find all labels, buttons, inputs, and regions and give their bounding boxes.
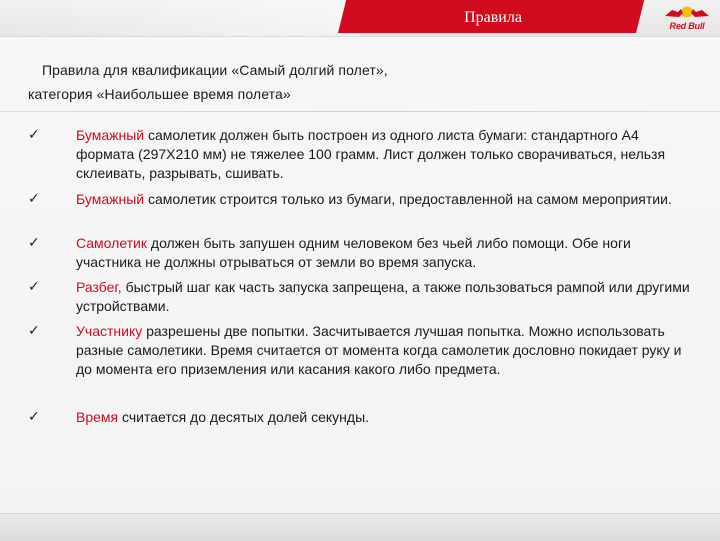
rule-text xyxy=(76,234,694,272)
rule-body: должен быть запушен одним человеком без чьей либо помощи. Обе ноги участника не должны отрываться от земли во время запуска. xyxy=(76,235,631,270)
redbull-logo xyxy=(662,4,712,32)
rule-highlight: Самолетик xyxy=(76,235,148,251)
heading-line-2: категория «Наибольшее время полета» xyxy=(28,86,291,102)
rule-body: считается до десятых долей секунды. xyxy=(118,409,370,425)
divider xyxy=(0,111,720,112)
checkmark-icon: ✓ xyxy=(28,323,40,339)
rule-body: разрешены две попытки. Засчитывается лучшая попытка. Можно использовать разные самолетики. Время считается от момента когда самолетик дословно покидает руку и до момента его приземления или касания какого либо предмета. xyxy=(76,323,682,377)
rule-text xyxy=(76,126,694,183)
checkmark-icon: ✓ xyxy=(28,191,40,207)
rules-heading xyxy=(28,58,668,106)
header-bar xyxy=(0,0,720,37)
rule-highlight: Бумажный xyxy=(76,191,145,207)
rule-body: самолетик должен быть построен из одного листа бумаги: стандартного А4 формата (297Х210 мм) не тяжелее 100 грамм. Лист должен только сворачиваться, нельзя склеивать, разрывать, сшивать. xyxy=(76,127,666,181)
rule-body: быстрый шаг как часть запуска запрещена, а также пользоваться рампой или другими устройствами. xyxy=(76,279,690,314)
rule-highlight: Участнику xyxy=(76,323,143,339)
checkmark-icon: ✓ xyxy=(28,235,40,251)
rule-highlight: Бумажный xyxy=(76,127,145,143)
rule-highlight: Время xyxy=(76,409,119,425)
header-shine xyxy=(0,0,360,36)
rule-highlight: Разбег, xyxy=(76,279,122,295)
bull-icon xyxy=(662,4,712,22)
rule-text xyxy=(76,190,694,209)
checkmark-icon: ✓ xyxy=(28,279,40,295)
logo-wordmark: Red Bull xyxy=(669,21,705,31)
footer-bar xyxy=(0,513,720,541)
checkmark-icon: ✓ xyxy=(28,409,40,425)
slide-title: Правила xyxy=(464,9,522,26)
rule-body: самолетик строится только из бумаги, предоставленной на самом мероприятии. xyxy=(144,191,672,207)
checkmark-icon: ✓ xyxy=(28,127,40,143)
rule-text xyxy=(76,322,694,379)
rule-text xyxy=(76,408,694,427)
heading-line-1: Правила для квалификации «Самый долгий полет», xyxy=(42,62,388,78)
rule-text xyxy=(76,278,694,316)
